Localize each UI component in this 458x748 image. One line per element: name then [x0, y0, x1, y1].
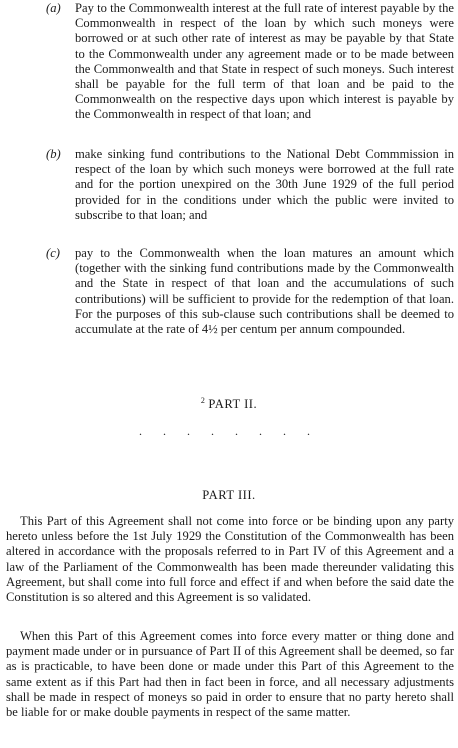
clause-text: Pay to the Commonwealth interest at the full rate of interest payable by the Commonwealth in respect of the loan by which such moneys were borrowed or at such other rate of interest as may be payable by that State to the Commonwealth under any agreement made or to be made between the Commonwealth and that State in respect of such moneys. Such interest shall be payable for the full term of that loan and be paid to the Commonwealth on the respective days upon which interest is payable by the Commonwealth in respect of that loan; and [75, 1, 454, 122]
clause-text: pay to the Commonwealth when the loan matures an amount which (together with the sinking fund contributions made by the Commonwealth and the State in respect of that loan and the accumulations of such contributions) will be sufficient to provide for the redemption of that loan. For the purposes of this sub-clause such contributions shall be deemed to accumulate at the rate of 4½ per centum per annum compounded. [75, 246, 454, 337]
clause-label: (c) [46, 246, 60, 260]
part-three-paragraph: When this Part of this Agreement comes into force every matter or thing done and payment made under or in pursuance of Part II of this Agreement shall be deemed, so far as is practicable, to have been done or made under this Part of this Agreement to the same extent as if this Part had then in fact been in force, and all necessary adjustments shall be made in respect of moneys so paid in order to ensure that no party hereto shall be liable for or make double payments in respect of the same matter. [6, 629, 454, 720]
part-three-paragraph: This Part of this Agreement shall not come into force or be binding upon any party hereto unless before the 1st July 1929 the Constitution of the Commonwealth has been altered in accordance with the proposals referred to in Part IV of this Agreement and a law of the Parliament of the Commonwealth has been made thereunder validating this Agreement, but shall come into full force and effect if and when before the said date the Constitution is so altered and this Agreement is so validated. [6, 514, 454, 605]
clause-label: (a) [46, 1, 61, 15]
part-two-heading [0, 393, 458, 412]
omission-dots: . . . . . . . . [139, 424, 319, 438]
part-two-title: PART II. [208, 397, 258, 411]
clause-c [46, 246, 454, 337]
clause-text: make sinking fund contributions to the National Debt Commmission in respect of the loan by which such moneys were borrowed at the full rate and for the portion unexpired on the 30th June 1929 of the full period provided for in the conditions under which the public were invited to subscribe to that loan; and [75, 147, 454, 222]
part-three-heading: PART III. [202, 488, 256, 502]
footnote-marker: 2 [200, 396, 206, 405]
clause-label: (b) [46, 147, 61, 161]
clause-b [46, 147, 454, 223]
clause-a [46, 1, 454, 123]
